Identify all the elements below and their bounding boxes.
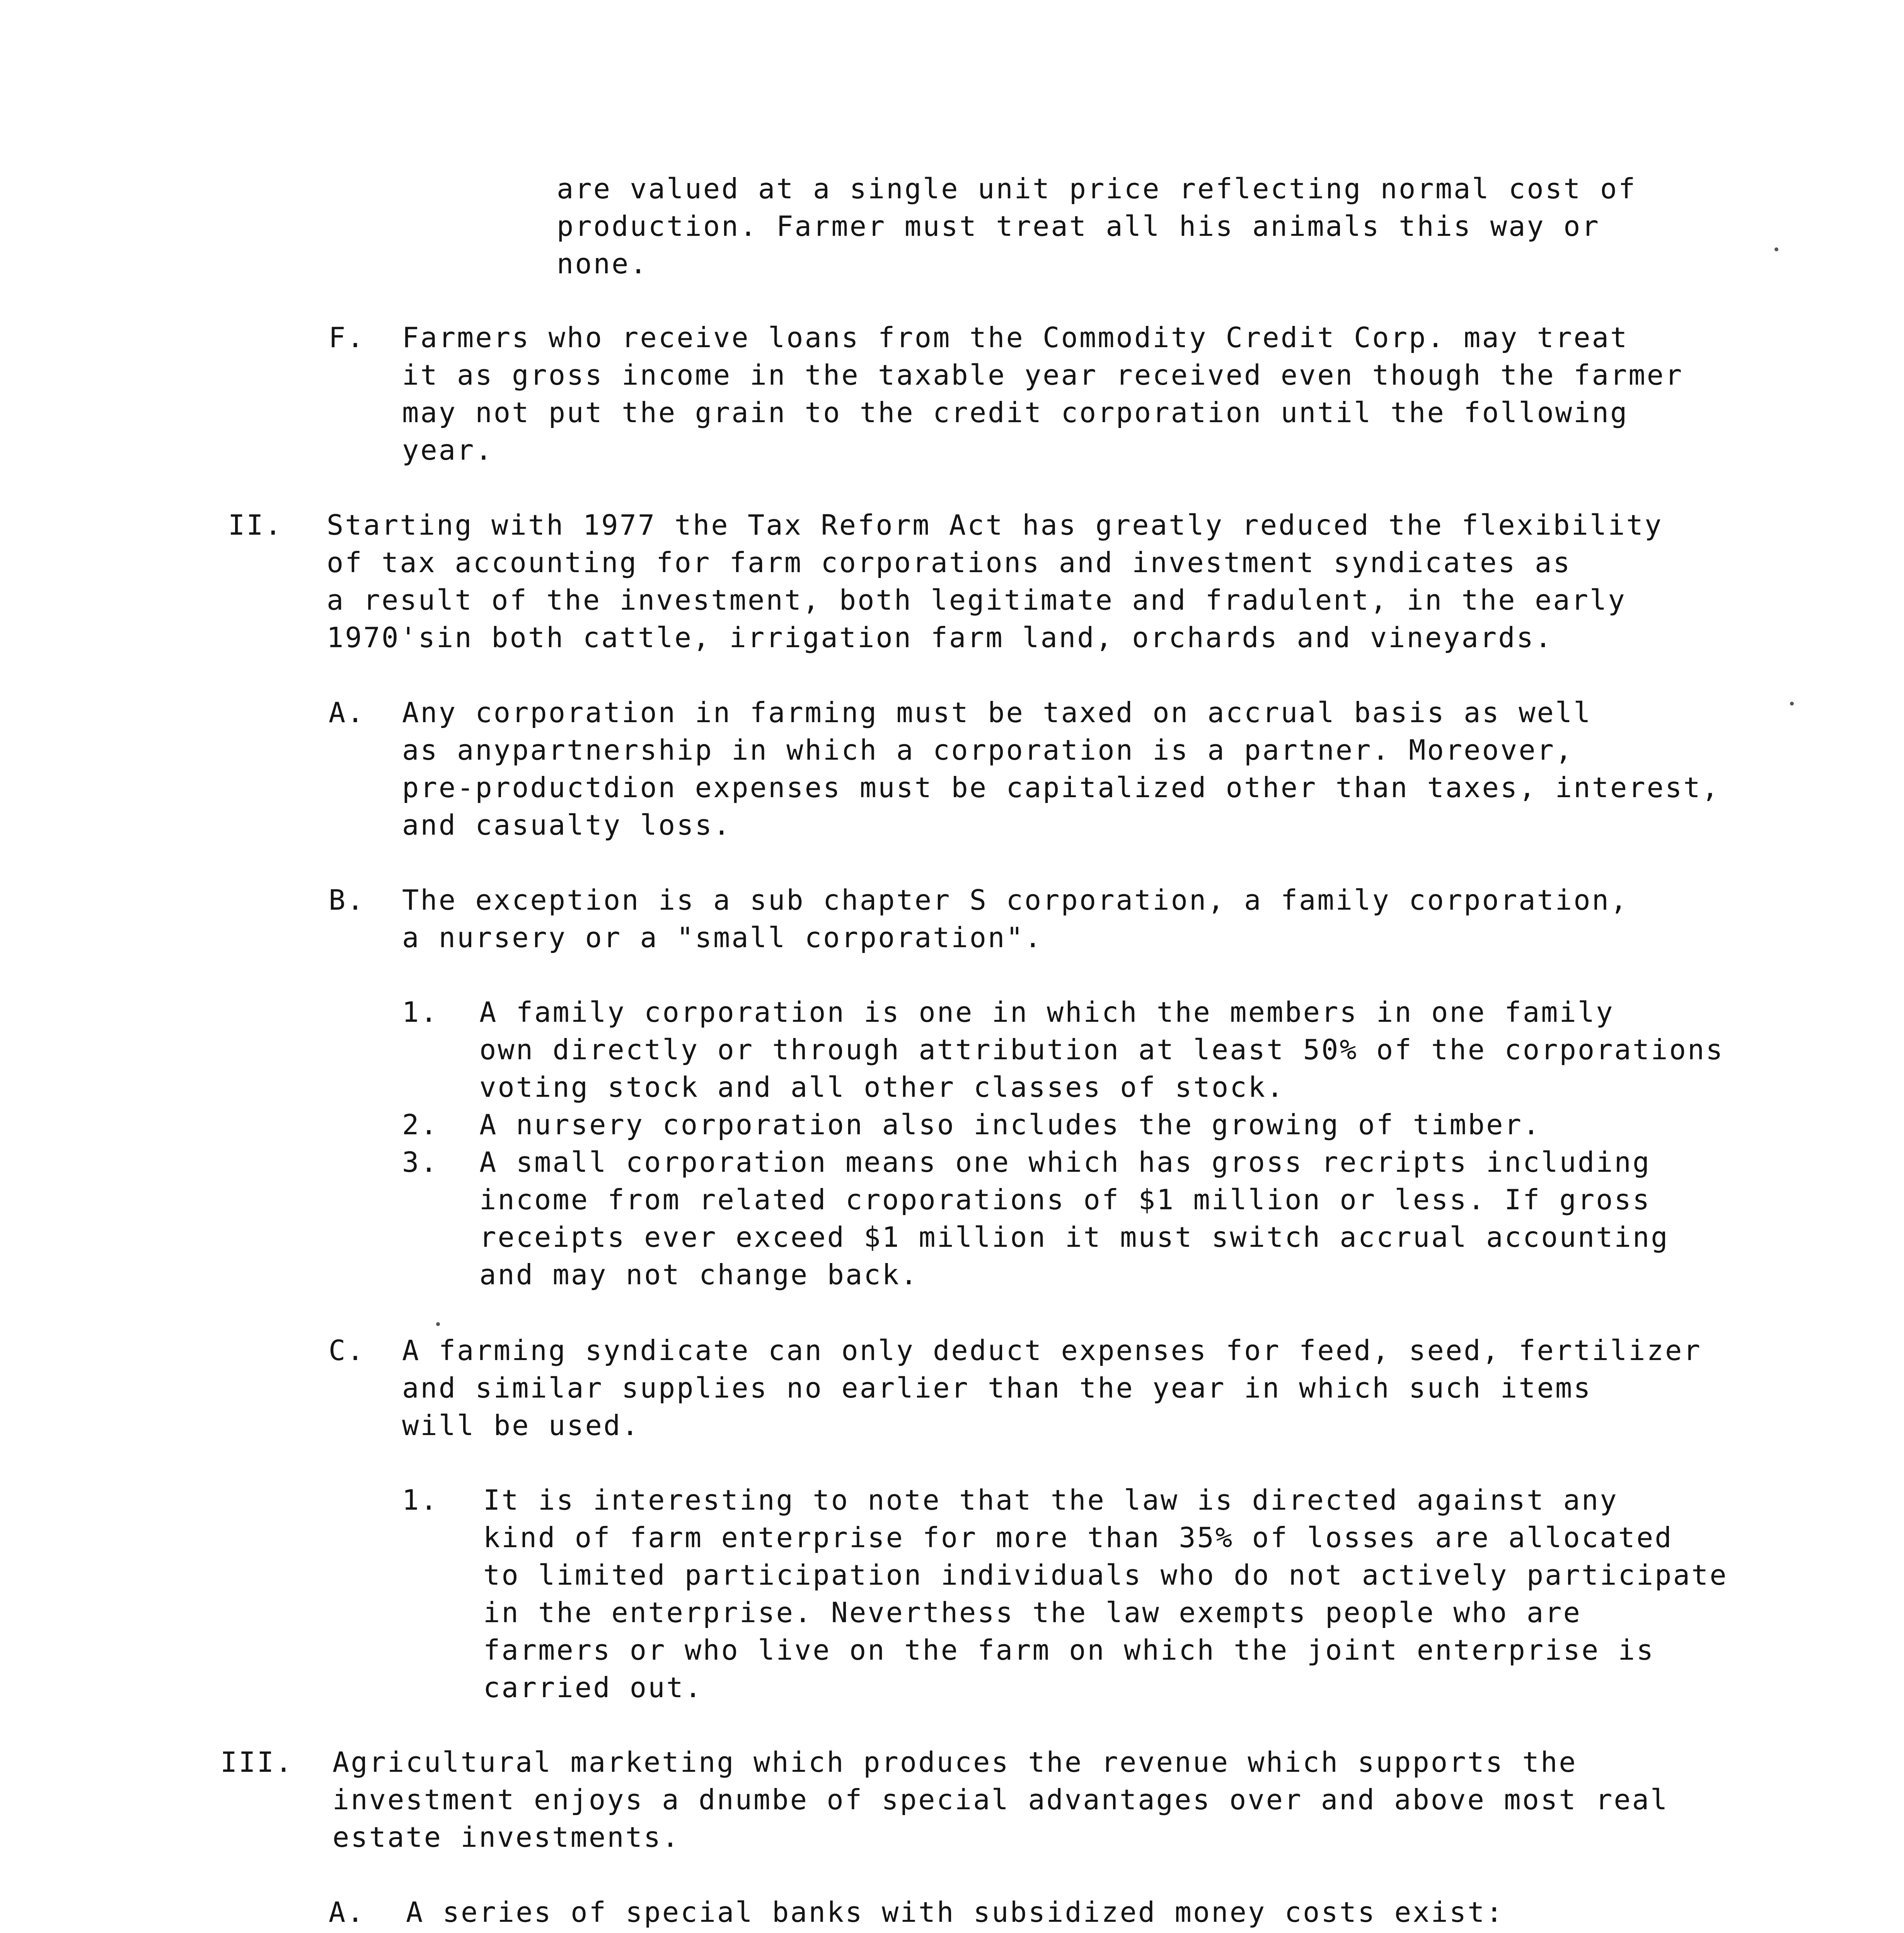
scan-speck <box>1774 247 1778 251</box>
continuation-paragraph <box>557 170 1794 283</box>
section-ii-b-text: The exception is a sub chapter S corporation, a family corporation, a nursery or a "small corporation". <box>402 884 1629 954</box>
section-ii-marker: II. <box>228 509 283 541</box>
section-ii-c-item-1-text: It is interesting to note that the law is directed against any kind of farm enterprise for more than 35% of losses are allocated to limited participation individuals who do not actively participate in the enterprise. Neverthess the law exempts people who are farmers or who live on the farm on which the joint enterprise is carried out. <box>483 1484 1728 1704</box>
scan-speck <box>1790 702 1794 706</box>
section-ii-text: Starting with 1977 the Tax Reform Act has greatly reduced the flexibility of tax accounting for farm corporations and investment syndicates as a result of the investment, both legitimate and fradulent, in the early 1970'sin both cattle, irrigation farm land, orchards and vineyards. <box>327 509 1663 654</box>
section-ii-b-item-3-marker: 3. <box>402 1146 439 1178</box>
section-iii-a-marker: A. <box>329 1896 365 1928</box>
section-ii-b-item-3 <box>402 1144 1856 1294</box>
section-ii-a-marker: A. <box>329 696 365 729</box>
section-ii-b-marker: B. <box>329 884 365 916</box>
item-f-marker: F. <box>329 321 365 354</box>
continuation-text: are valued at a single unit price reflecting normal cost of production. Farmer must treat all his animals this way or none. <box>557 172 1637 280</box>
section-iii-a-text: A series of special banks with subsidized money costs exist: <box>406 1896 1504 1928</box>
section-iii <box>220 1744 1840 1856</box>
section-ii-b-item-1-marker: 1. <box>402 996 439 1028</box>
item-f-text: Farmers who receive loans from the Commodity Credit Corp. may treat it as gross income in the taxable year received even though the farmer may not put the grain to the credit corporation until the following year. <box>402 321 1684 466</box>
section-ii-c-item-1-marker: 1. <box>402 1484 439 1516</box>
section-iii-a <box>329 1894 1798 1931</box>
section-ii-a <box>329 694 1856 844</box>
scan-speck <box>436 1322 440 1326</box>
section-ii-b-item-1 <box>402 994 1856 1106</box>
section-iii-marker: III. <box>220 1746 294 1778</box>
section-ii-b-item-3-text: A small corporation means one which has gross recripts including income from related croporations of $1 million or less. If gross receipts ever exceed $1 million it must switch accrual accounting and may not change back. <box>479 1146 1669 1291</box>
section-ii-a-text: Any corporation in farming must be taxed on accrual basis as well as anypartnership in which a corporation is a partner. Moreover, pre-productdion expenses must be capitalized other than taxes, interest, and casualty loss. <box>402 696 1720 841</box>
section-iii-text: Agricultural marketing which produces the revenue which supports the investment enjoys a dnumbe of special advantages over and above most real estate investments. <box>332 1746 1669 1853</box>
section-ii-b-item-2-marker: 2. <box>402 1108 439 1141</box>
section-ii-b-item-2-text: A nursery corporation also includes the growing of timber. <box>479 1108 1541 1141</box>
section-ii-c-text: A farming syndicate can only deduct expenses for feed, seed, fertilizer and similar supplies no earlier than the year in which such items will be used. <box>402 1334 1702 1442</box>
item-f <box>329 319 1832 469</box>
section-ii-c-marker: C. <box>329 1334 365 1367</box>
section-ii <box>228 506 1854 656</box>
section-ii-b <box>329 881 1832 956</box>
section-ii-c-item-1 <box>402 1481 1860 1706</box>
section-ii-b-item-1-text: A family corporation is one in which the members in one family own directly or through attribution at least 50% of the corporations voting stock and all other classes of stock. <box>479 996 1724 1103</box>
section-ii-b-item-2 <box>402 1106 1856 1144</box>
section-ii-c <box>329 1332 1856 1444</box>
